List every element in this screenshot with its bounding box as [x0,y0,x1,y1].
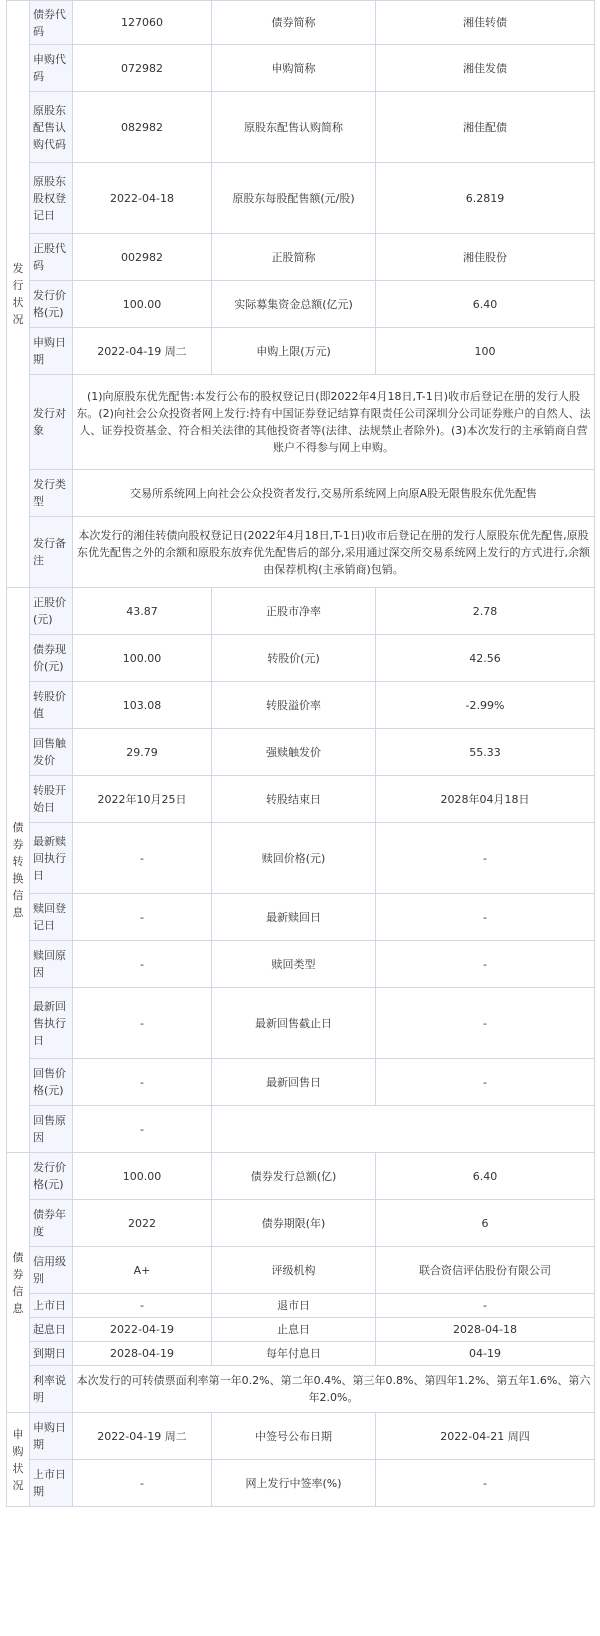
row-value: 湘佳股份 [376,234,595,281]
bond-rate-text: 本次发行的可转债票面利率第一年0.2%、第二年0.4%、第三年0.8%、第四年1.2%、第五年1.6%、第六年2.0%。 [73,1366,595,1413]
row-value: 2022-04-19 [73,1318,212,1342]
issue-note-label: 发行备注 [30,517,73,588]
row-value: - [376,941,595,988]
convert-section [7,588,595,1153]
row-label: 债券代码 [30,1,73,45]
convert-reason-label: 回售原因 [30,1106,73,1153]
row-value: 2022 [73,1200,212,1247]
row-label: 赎回登记日 [30,894,73,941]
row-label: 原股东配售认购简称 [212,92,376,163]
row-label: 最新回售日 [212,1059,376,1106]
row-value: 082982 [73,92,212,163]
row-label: 转股价(元) [212,635,376,682]
row-label: 发行价格(元) [30,1153,73,1200]
row-value: 100.00 [73,281,212,328]
row-label: 原股东配售认购代码 [30,92,73,163]
issue-target-label: 发行对象 [30,375,73,470]
convert-reason-value: - [73,1106,212,1153]
row-label: 信用级别 [30,1247,73,1294]
row-label: 赎回原因 [30,941,73,988]
row-value: 6.2819 [376,163,595,234]
row-value: - [376,1460,595,1507]
bond-detail-table [6,0,595,1507]
row-value: - [376,823,595,894]
issue-note-text: 本次发行的湘佳转债向股权登记日(2022年4月18日,T-1日)收市后登记在册的发行人原股东优先配售,原股东优先配售之外的余额和原股东放弃优先配售后的部分,采用通过深交所交易系统网上发行的方式进行,余额由保荐机构(主承销商)包销。 [73,517,595,588]
row-value: 2028-04-18 [376,1318,595,1342]
row-value: A+ [73,1247,212,1294]
row-value: -2.99% [376,682,595,729]
row-label: 最新回售执行日 [30,988,73,1059]
row-value: 29.79 [73,729,212,776]
row-value: 55.33 [376,729,595,776]
row-label: 退市日 [212,1294,376,1318]
row-label: 债券现价(元) [30,635,73,682]
row-value: 2022年10月25日 [73,776,212,823]
row-value: 100.00 [73,1153,212,1200]
row-label: 转股结束日 [212,776,376,823]
bond-rate-label: 利率说明 [30,1366,73,1413]
row-value: 6 [376,1200,595,1247]
row-value: 2022-04-18 [73,163,212,234]
row-label: 上市日期 [30,1460,73,1507]
row-value: 湘佳配债 [376,92,595,163]
row-label: 最新赎回执行日 [30,823,73,894]
row-label: 网上发行中签率(%) [212,1460,376,1507]
row-label: 申购日期 [30,1413,73,1460]
row-label: 正股价(元) [30,588,73,635]
row-value: 43.87 [73,588,212,635]
row-label: 申购代码 [30,45,73,92]
row-value: - [376,988,595,1059]
row-value: - [73,1294,212,1318]
row-label: 申购简称 [212,45,376,92]
row-label: 发行价格(元) [30,281,73,328]
row-value: 2028年04月18日 [376,776,595,823]
section-title-convert: 债券转换信息 [7,588,30,1153]
row-value: 100.00 [73,635,212,682]
row-label: 实际募集资金总额(亿元) [212,281,376,328]
issue-type-label: 发行类型 [30,470,73,517]
row-label: 起息日 [30,1318,73,1342]
row-label: 强赎触发价 [212,729,376,776]
row-label: 正股代码 [30,234,73,281]
row-value: 072982 [73,45,212,92]
row-label: 到期日 [30,1342,73,1366]
row-value: - [73,894,212,941]
row-label: 原股东股权登记日 [30,163,73,234]
row-value: - [376,1059,595,1106]
row-label: 最新赎回日 [212,894,376,941]
row-label: 转股溢价率 [212,682,376,729]
row-value: 100 [376,328,595,375]
row-value: 2022-04-21 周四 [376,1413,595,1460]
row-label: 赎回类型 [212,941,376,988]
row-value: 103.08 [73,682,212,729]
row-value: 42.56 [376,635,595,682]
row-value: 2028-04-19 [73,1342,212,1366]
row-value: - [376,894,595,941]
section-title-bond: 债券信息 [7,1153,30,1413]
row-value: 湘佳发债 [376,45,595,92]
row-value: 127060 [73,1,212,45]
convert-reason-empty [212,1106,595,1153]
row-value: 002982 [73,234,212,281]
row-value: 湘佳转债 [376,1,595,45]
row-value: 联合资信评估股份有限公司 [376,1247,595,1294]
row-value: 04-19 [376,1342,595,1366]
bond-section [7,1153,595,1413]
row-value: - [73,1460,212,1507]
row-value: - [376,1294,595,1318]
row-label: 回售触发价 [30,729,73,776]
row-label: 原股东每股配售额(元/股) [212,163,376,234]
row-label: 转股开始日 [30,776,73,823]
issue-type-text: 交易所系统网上向社会公众投资者发行,交易所系统网上向原A股无限售股东优先配售 [73,470,595,517]
row-value: 2022-04-19 周二 [73,328,212,375]
row-label: 评级机构 [212,1247,376,1294]
row-label: 上市日 [30,1294,73,1318]
row-label: 申购日期 [30,328,73,375]
row-value: - [73,1059,212,1106]
row-label: 回售价格(元) [30,1059,73,1106]
row-label: 中签号公布日期 [212,1413,376,1460]
row-value: 2022-04-19 周二 [73,1413,212,1460]
section-title-subscribe: 申购状况 [7,1413,30,1507]
row-label: 债券发行总额(亿) [212,1153,376,1200]
section-title-issue: 发行状况 [7,1,30,588]
issue-target-text: (1)向原股东优先配售:本发行公布的股权登记日(即2022年4月18日,T-1日)收市后登记在册的发行人股东。(2)向社会公众投资者网上发行:持有中国证券登记结算有限责任公司深圳分公司证券账户的自然人、法人、证券投资基金、符合相关法律的其他投资者等(法律、法规禁止者除外)。(3)本次发行的主承销商自营账户不得参与网上申购。 [73,375,595,470]
row-label: 正股简称 [212,234,376,281]
row-label: 债券年度 [30,1200,73,1247]
row-value: - [73,941,212,988]
subscribe-section [7,1413,595,1507]
row-value: 6.40 [376,281,595,328]
row-label: 最新回售截止日 [212,988,376,1059]
row-value: 6.40 [376,1153,595,1200]
row-label: 赎回价格(元) [212,823,376,894]
row-value: - [73,823,212,894]
row-label: 每年付息日 [212,1342,376,1366]
row-value: 2.78 [376,588,595,635]
row-label: 债券简称 [212,1,376,45]
issue-section [7,1,595,588]
row-label: 申购上限(万元) [212,328,376,375]
row-label: 止息日 [212,1318,376,1342]
row-value: - [73,988,212,1059]
row-label: 债券期限(年) [212,1200,376,1247]
row-label: 正股市净率 [212,588,376,635]
row-label: 转股价值 [30,682,73,729]
